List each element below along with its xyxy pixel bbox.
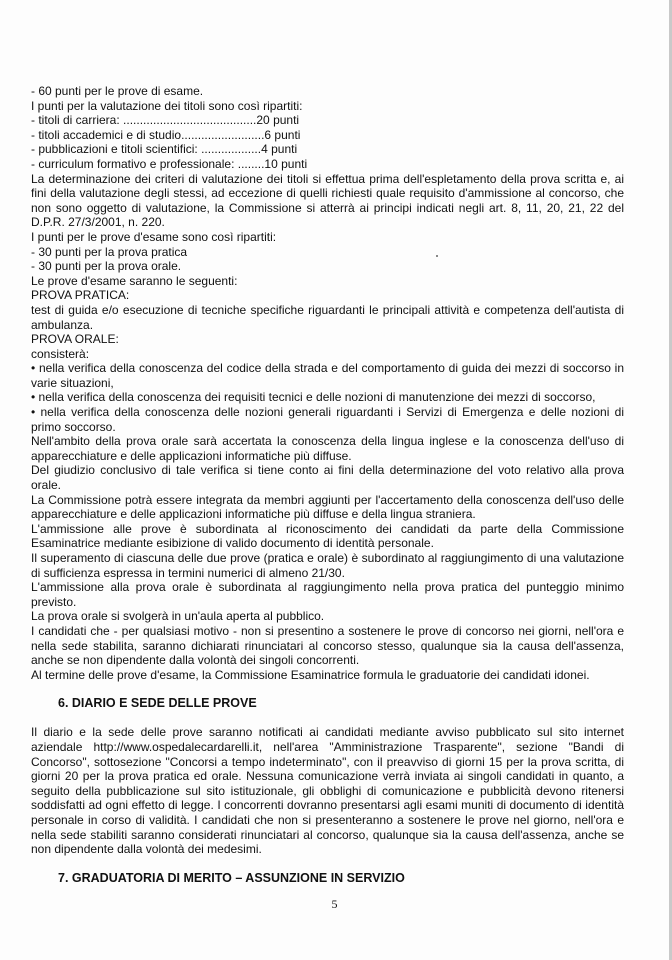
spacer [31, 682, 624, 696]
text-line: Le prove d'esame saranno le seguenti: [31, 273, 238, 288]
paragraph-superamento: Il superamento di ciascuna delle due prove (pratica e orale) è subordinato al raggiungimento di una valutazione di sufficienza espressa in termini numerici di almeno 21/30. [31, 551, 624, 580]
paragraph-giudizio: Del giudizio conclusivo di tale verifica si tiene conto ai fini della determinazione del voto relativo alla prova orale. [31, 463, 624, 493]
paragraph-candidati: I candidati che - per qualsiasi motivo - non si presentino a sostenere le prove di concorso nei giorni, nell'ora e nella sede stabilita, saranno dichiarati rinunciatari al concorso stesso, qualunque sia la causa dell'assenza, anche se non dipendente dalla volontà dei singoli concorrenti. [31, 623, 624, 668]
spacer [31, 857, 624, 871]
text-line: consisterà: [31, 346, 90, 361]
spacer [31, 711, 624, 725]
paragraph-ambito: Nell'ambito della prova orale sarà accertata la conoscenza della lingua inglese e la conoscenza dell'uso di apparecchiature e delle applicazioni informatiche più diffuse. [31, 434, 624, 463]
prova-orale-label: PROVA ORALE: [31, 332, 119, 347]
page-number: 5 [331, 897, 338, 911]
paragraph-aula: La prova orale si svolgerà in un'aula aperta al pubblico. [31, 609, 325, 624]
page-body [31, 84, 624, 886]
section-7-heading: 7. GRADUATORIA DI MERITO – ASSUNZIONE IN SERVIZIO [58, 870, 405, 885]
text-line: I punti per le prove d'esame sono così ripartiti: [31, 229, 277, 244]
paragraph-commissione: La Commissione potrà essere integrata da membri aggiunti per l'accertamento della conoscenza dell'uso delle apparecchiature e delle applicazioni informatiche più diffuse e della lingua straniera. [31, 492, 624, 522]
section-6-heading: 6. DIARIO E SEDE DELLE PROVE [58, 696, 257, 711]
text-line: - 60 punti per le prove di esame. [31, 84, 204, 98]
prova-pratica-label: PROVA PRATICA: [31, 288, 130, 303]
paragraph-termine: Al termine delle prove d'esame, la Commissione Esaminatrice formula le graduatorie dei candidati idonei. [31, 667, 590, 682]
paragraph-determinazione: La determinazione dei criteri di valutazione dei titoli si effettua prima dell'espletamento della prova scritta e, ai fini della valutazione degli stessi, ad eccezione di quelli richiesti quale requisito d'ammissione al concorso, che non sono oggetto di valutazione, la Commissione si atterrà ai principi indicati negli art. 8, 11, 20, 21, 22 del D.P.R. 27/3/2001, n. 220. [31, 171, 624, 230]
text-line: I punti per la valutazione dei titoli sono così ripartiti: [31, 98, 303, 113]
score-line-carriera: - titoli di carriera: ........................................20 punti [31, 113, 300, 128]
score-line-curriculum: - curriculum formativo e professionale: ........10 punti [31, 156, 308, 171]
bullet-item: • nella verifica della conoscenza delle nozioni generali riguardanti i Servizi di Emergenza e delle nozioni di primo soccorso. [31, 405, 624, 434]
paragraph-ammissione-orale: L'ammissione alla prova orale è subordinata al raggiungimento nella prova pratica del punteggio minimo previsto. [31, 580, 624, 609]
paragraph-prova-pratica: test di guida e/o esecuzione di tecniche specifiche riguardanti le principali attività e competenza dell'autista di ambulanza. [31, 302, 624, 332]
paragraph-ammissione: L'ammissione alle prove è subordinata al riconoscimento dei candidati da parte della Commissione Esaminatrice mediante esibizione di valido documento di identità personale. [31, 521, 624, 551]
bullet-item: • nella verifica della conoscenza dei requisiti tecnici e delle nozioni di manutenzione dei mezzi di soccorso, [31, 390, 596, 405]
text-line: - 30 punti per la prova orale. [31, 259, 182, 274]
score-line-pubblicazioni: - pubblicazioni e titoli scientifici: ..................4 punti [31, 142, 298, 157]
bullet-item: • nella verifica della conoscenza del codice della strada e del comportamento di guida dei mezzi di soccorso in varie situazioni, [31, 361, 624, 390]
text-line: - 30 punti per la prova pratica [31, 244, 188, 259]
score-line-accademici: - titoli accademici e di studio.........................6 punti [31, 127, 301, 142]
section-6-text: Il diario e la sede delle prove saranno notificati ai candidati mediante avviso pubblicato sul sito internet aziendale http://www.ospedalecardarelli.it, nell'area "Amministrazione Trasparente", sezione "Bandi di Concorso", sottosezione "Concorsi a tempo indeterminato", con il preavviso di giorni 15 per la prova scritta, di giorni 20 per la prova pratica ed orale. Nessuna comunicazione verrà inviata ai singoli candidati in quanto, a seguito della pubblicazione sul sito istituzionale, gli obblighi di comunicazione e pubblicità devono ritenersi soddisfatti ad ogni effetto di legge. I concorrenti dovranno presentarsi agli esami muniti di documento di identità personale in corso di validità. I candidati che non si presenteranno a sostenere le prove nel giorno, nell'ora e nella sede stabiliti saranno considerati rinunciatari al concorso, qualunque sia la causa dell'assenza, anche se non dipendente dalla volontà dei medesimi. [31, 725, 624, 857]
